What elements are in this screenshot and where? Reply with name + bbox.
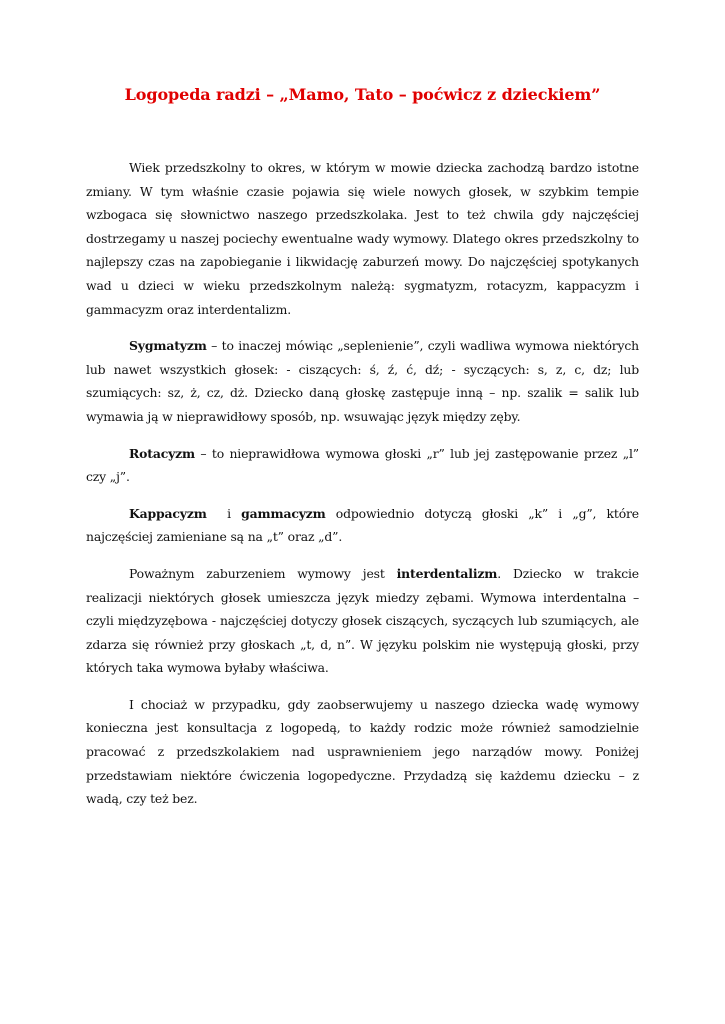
- paragraph-lead: Poważnym zaburzeniem wymowy jest: [129, 565, 397, 581]
- document-body: [86, 156, 639, 811]
- term-interdentalizm: interdentalizm: [396, 565, 498, 581]
- paragraph-interdentalizm: [86, 562, 639, 680]
- paragraph-text: I chociaż w przypadku, gdy zaobserwujemy u naszego dziecka wadę wymowy konieczna jest konsultacja z logopedą, to każdy rodzic może również samodzielnie pracować z przedszkolakiem nad usprawnieniem jego narządów mowy. Poniżej przedstawiam niektóre ćwiczenia logopedyczne. Przydadzą się każdemu dziecku – z wadą, czy też bez.: [86, 696, 639, 807]
- term-rotacyzm: Rotacyzm: [129, 445, 196, 461]
- paragraph-text: – to nieprawidłowa wymowa głoski „r” lub jej zastępowanie przez „l” czy „j”.: [86, 445, 639, 485]
- document-title: Logopeda radzi – „Mamo, Tato – poćwicz z dzieckiem”: [124, 85, 601, 104]
- paragraph-connector: i: [206, 505, 242, 521]
- document-page: [86, 84, 639, 811]
- term-gammacyzm: gammacyzm: [241, 505, 326, 521]
- paragraph-text: odpowiednio dotyczą głoski „k” i „g”, które najczęściej zamieniane są na „t” oraz „d”.: [86, 505, 639, 545]
- paragraph-text: Wiek przedszkolny to okres, w którym w mowie dziecka zachodzą bardzo istotne zmiany. W tym właśnie czasie pojawia się wiele nowych głosek, w szybkim tempie wzbogaca się słownictwo naszego przedszkolaka. Jest to też chwila gdy najczęściej dostrzegamy u naszej pociechy ewentualne wady wymowy. Dlatego okres przedszkolny to najlepszy czas na zapobieganie i likwidację zaburzeń mowy. Do najczęściej spotykanych wad u dzieci w wieku przedszkolnym należą: sygmatyzm, rotacyzm, kappacyzm i gammacyzm oraz interdentalizm.: [86, 160, 639, 317]
- paragraph-intro: [86, 156, 639, 321]
- paragraph-kappacyzm: [86, 502, 639, 549]
- paragraph-text: – to inaczej mówiąc „seplenienie”, czyli wadliwa wymowa niektórych lub nawet wszystkich głosek: - ciszących: ś, ź, ć, dź; - syczących: s, z, c, dz; lub szumiących: sz, ż, cz, dż. Dziecko daną głoskę zastępuje inną – np. szalik = salik lub wymawia ją w nieprawidłowy sposób, np. wsuwając język między zęby.: [86, 338, 639, 424]
- paragraph-rotacyzm: [86, 442, 639, 489]
- paragraph-conclusion: [86, 693, 639, 811]
- term-sygmatyzm: Sygmatyzm: [129, 338, 207, 354]
- term-kappacyzm: Kappacyzm: [129, 505, 207, 521]
- paragraph-text: . Dziecko w trakcie realizacji niektórych głosek umieszcza język miedzy zębami. Wymowa interdentalna – czyli międzyzębowa - najczęściej dotyczy głosek ciszących, syczących lub szumiących, ale zdarza się również przy głoskach „t, d, n”. W języku polskim nie występują głoski, przy których taka wymowa byłaby właściwa.: [86, 565, 639, 676]
- paragraph-sygmatyzm: [86, 334, 639, 428]
